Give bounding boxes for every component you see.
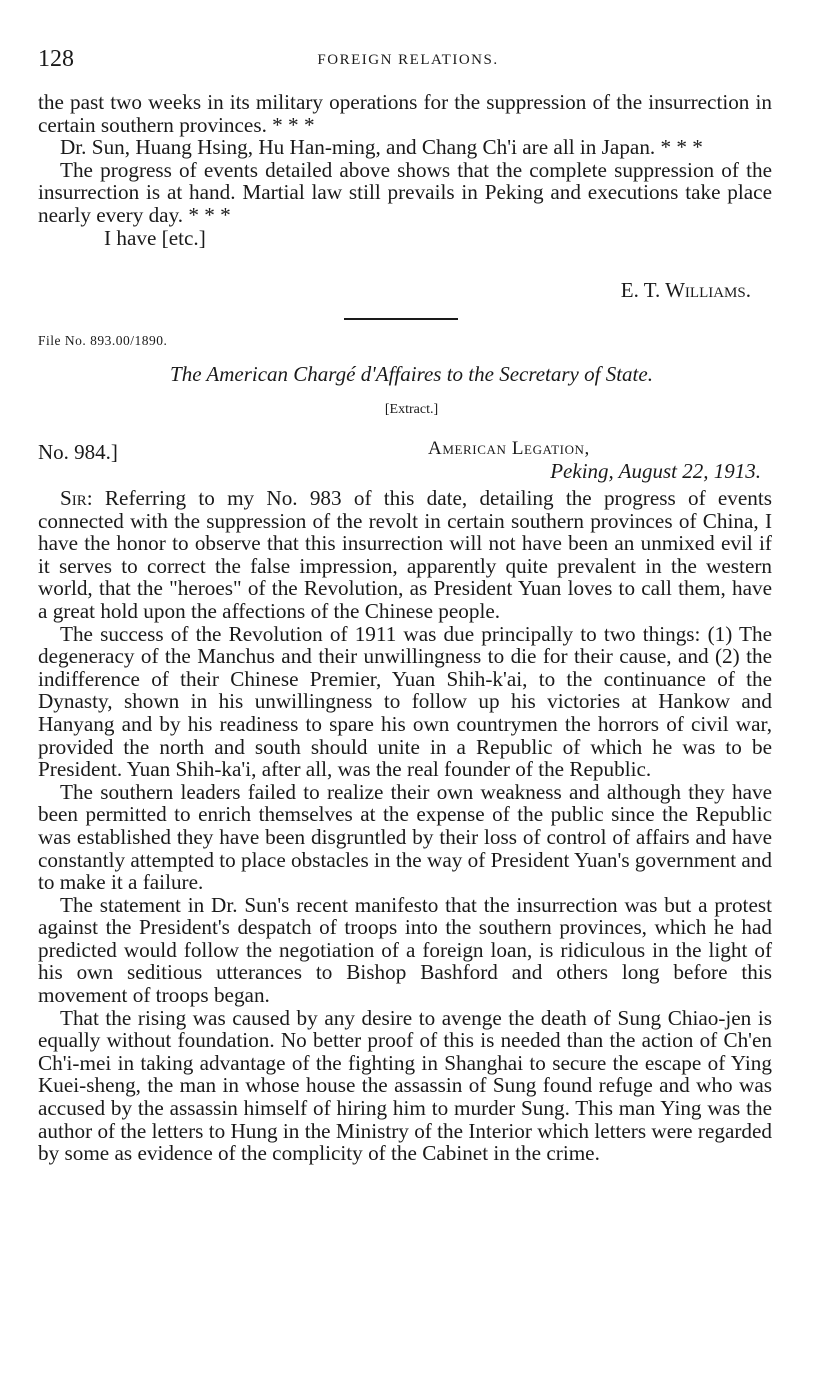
paragraph-text: Referring to my No. 983 of this date, detailing the progress of events connected with the suppression of the revolt in certain southern provinces of China, I have the honor to observe that this insurrection will not have been an unmixed evil if it serves to correct the false impression, apparently quite prevalent in the western world, that the "heroes" of the Revolution, as President Yuan loves to call them, have a great hold upon the affections of the Chinese people. <box>38 486 773 623</box>
paragraph: Dr. Sun, Huang Hsing, Hu Han-ming, and Chang Ch'i are all in Japan. * * * <box>60 135 703 160</box>
page-header <box>38 46 778 76</box>
paragraph: The statement in Dr. Sun's recent manifesto that the insurrection was but a protest against the President's despatch of troops into the southern provinces, which he had predicted would follow the negotiation of a foreign loan, is ridiculous in the light of his own seditious utterances to Bishop Bashford and others long before this movement of troops began. <box>38 892 772 1008</box>
legation-name: American Legation, <box>428 438 590 459</box>
extract-label: [Extract.] <box>384 402 439 417</box>
previous-letter-text <box>38 91 772 249</box>
document-title: The American Chargé d'Affaires to the Secretary of State. <box>170 362 653 386</box>
document-number: No. 984.] <box>38 440 118 464</box>
closing-line: I have [etc.] <box>104 225 206 250</box>
letter-body <box>38 487 772 1165</box>
file-number: File No. 893.00/1890. <box>38 333 168 348</box>
paragraph: The success of the Revolution of 1911 was due principally to two things: (1) The degeneracy of the Manchus and their unwillingness to die for their cause, and (2) the indifference of their Chinese Premier, Yuan Shih-k'ai, to the continuance of the Dynasty, shown in his unwillingness to follow up his victories at Hankow and Hanyang and by his readiness to spare his own countrymen the horrors of civil war, provided the north and south should unite in a Republic of which he was to be President. Yuan Shih-ka'i, after all, was the real founder of the Republic. <box>38 621 772 782</box>
signature: E. T. Williams. <box>620 278 751 302</box>
paragraph: The southern leaders failed to realize their own weakness and although they have been permitted to enrich themselves at the expense of the public since the Republic was established they have been disgruntled by their loss of control of affairs and have constantly attempted to place obstacles in the way of President Yuan's government and to make it a failure. <box>38 779 772 895</box>
place-date: Peking, August 22, 1913. <box>550 459 761 483</box>
paragraph <box>38 487 772 623</box>
continued-paragraph: the past two weeks in its military operations for the suppression of the insurrection in certain southern provinces. * * * <box>38 90 772 137</box>
paragraph: The progress of events detailed above shows that the complete suppression of the insurrection is at hand. Martial law still prevails in Peking and executions take place nearly every day. * * * <box>38 157 772 227</box>
section-divider <box>344 318 458 320</box>
running-head: FOREIGN RELATIONS. <box>317 52 499 68</box>
page-number: 128 <box>38 46 74 72</box>
salutation: Sir: <box>60 486 93 510</box>
paragraph: That the rising was caused by any desire to avenge the death of Sung Chiao-jen is equally without foundation. No better proof of this is needed than the action of Ch'en Ch'i-mei in taking advantage of the fighting in Shanghai to secure the escape of Ying Kuei-sheng, the man in whose house the assassin of Sung found refuge and who was accused by the assassin himself of hiring him to murder Sung. This man Ying was the author of the letters to Hung in the Ministry of the Interior which letters were regarded by some as evidence of the complicity of the Cabinet in the crime. <box>38 1005 772 1166</box>
